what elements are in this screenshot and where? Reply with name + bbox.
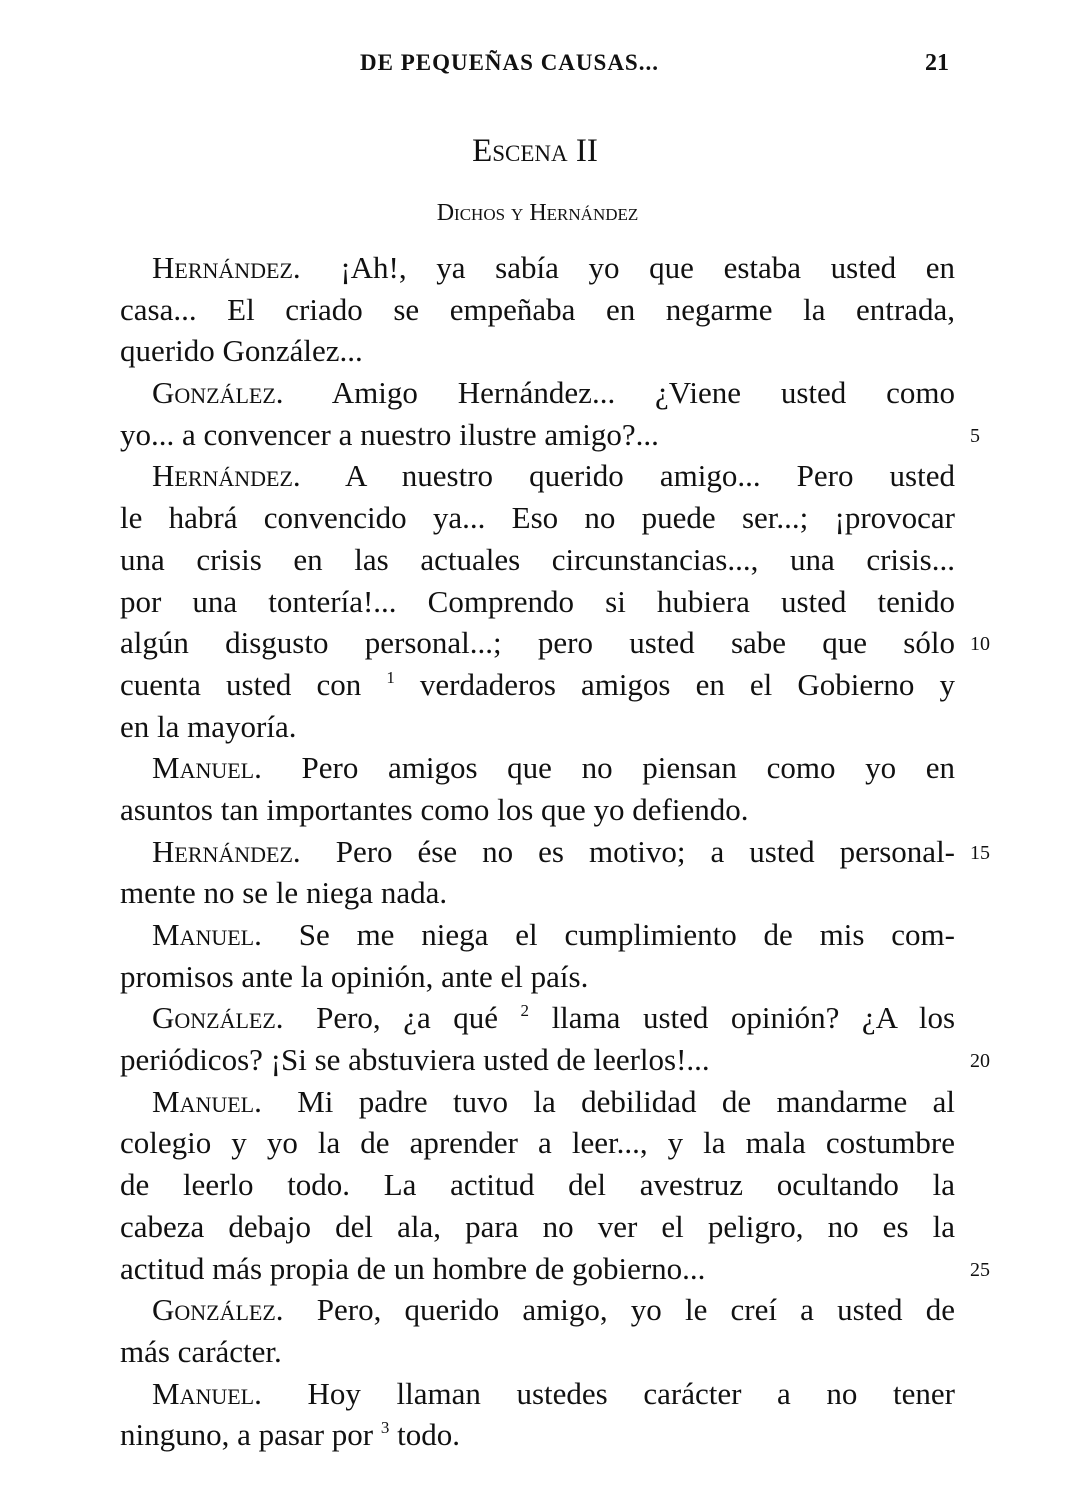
dialogue-body (120, 247, 990, 1456)
line-number: 10 (970, 633, 990, 656)
line-text: colegio y yo la de aprender a leer..., y la mala costumbre (120, 1125, 955, 1161)
line-text: Pero ése no es motivo; a usted personal- (335, 833, 956, 869)
line-text: más carácter. (120, 1333, 282, 1369)
speech-line-start (120, 1289, 955, 1331)
line-text: mente no se le niega nada. (120, 875, 448, 911)
line-text: Pero, querido amigo, yo le creí a usted de (316, 1292, 955, 1328)
line-text: ninguno, a pasar por (120, 1417, 374, 1453)
line-number: 20 (970, 1050, 990, 1073)
line-text-continued: llama usted opinión? ¿A los (551, 1000, 956, 1036)
scene-characters: Dichos y Hernández (436, 200, 639, 226)
speaker-name: Hernández. (152, 250, 301, 285)
text-line (120, 789, 955, 831)
line-text: querido González... (120, 333, 363, 369)
text-line (120, 1331, 955, 1373)
text-line (120, 872, 955, 914)
line-text: A nuestro querido amigo... Pero usted (345, 458, 955, 494)
line-text: Se me niega el cumplimiento de mis com- (298, 917, 955, 952)
text-line (120, 289, 955, 331)
line-text: una crisis en las actuales circunstancias..., una crisis... (120, 541, 955, 577)
text-line (120, 1122, 955, 1164)
footnote-marker: 3 (380, 1418, 390, 1438)
speech-line-start (120, 455, 955, 497)
speech-line-start (120, 247, 955, 289)
speaker-name: Hernández. (152, 833, 301, 869)
speech-line-start (120, 831, 990, 873)
running-title: DE PEQUEÑAS CAUSAS... (360, 50, 659, 75)
text-line (120, 956, 955, 998)
line-number: 5 (970, 424, 980, 447)
line-text: Pero amigos que no piensan como yo en (301, 750, 955, 786)
line-number: 25 (970, 1258, 990, 1281)
text-line (120, 330, 955, 372)
speech-line-start (120, 914, 955, 956)
text-line (120, 1164, 955, 1206)
speaker-name: Manuel. (152, 1375, 262, 1411)
line-text: periódicos? ¡Si se abstuviera usted de leerlos!... (120, 1042, 710, 1078)
speech-line-start (120, 372, 955, 414)
speech-line-start (120, 997, 955, 1039)
line-text: yo... a convencer a nuestro ilustre amigo?... (120, 416, 659, 452)
line-text: en la mayoría. (120, 708, 297, 744)
line-text: asuntos tan importantes como los que yo defiendo. (120, 791, 749, 827)
text-line (120, 706, 955, 748)
text-line (120, 497, 955, 539)
speaker-name: Manuel. (152, 917, 262, 952)
speaker-name: González. (152, 1000, 284, 1036)
line-text: cabeza debajo del ala, para no ver el peligro, no es la (120, 1208, 955, 1244)
line-text: algún disgusto personal...; pero usted sabe que sólo (120, 625, 955, 661)
line-text: ¡Ah!, ya sabía yo que estaba usted en (340, 250, 956, 285)
line-text: le habrá convencido ya... Eso no puede ser...; ¡provocar (120, 500, 955, 536)
line-text: promisos ante la opinión, ante el país. (120, 958, 589, 994)
line-number: 15 (970, 841, 990, 864)
line-text: por una tontería!... Comprendo si hubiera usted tenido (120, 583, 955, 619)
speaker-name: Manuel. (152, 1083, 262, 1119)
line-text: Mi padre tuvo la debilidad de mandarme al (297, 1083, 955, 1119)
footnote-marker: 1 (386, 667, 395, 687)
speech-line-start (120, 1081, 955, 1123)
speaker-name: González. (152, 375, 284, 411)
text-line (120, 622, 990, 664)
line-text-continued: verdaderos amigos en el Gobierno y (419, 666, 955, 702)
speech-line-start (120, 747, 955, 789)
text-line (120, 539, 955, 581)
text-line (120, 1248, 990, 1290)
line-text: cuenta usted con (120, 666, 362, 702)
speaker-name: González. (152, 1292, 284, 1328)
speaker-name: Hernández. (152, 458, 301, 494)
text-line (120, 664, 955, 706)
line-text: actitud más propia de un hombre de gobierno... (120, 1250, 706, 1286)
page-number: 21 (925, 50, 949, 76)
line-text: de leerlo todo. La actitud del avestruz ocultando la (120, 1167, 955, 1203)
text-line (120, 1206, 955, 1248)
text-line (120, 1039, 990, 1081)
line-text: Amigo Hernández... ¿Viene usted como (331, 375, 955, 411)
line-text-continued: todo. (397, 1417, 460, 1453)
speech-line-start (120, 1373, 955, 1415)
line-text: Pero, ¿a qué (316, 1000, 498, 1036)
text-line (120, 1414, 955, 1456)
text-line (120, 581, 955, 623)
speaker-name: Manuel. (152, 750, 262, 786)
footnote-marker: 2 (520, 1001, 530, 1021)
line-text: casa... El criado se empeñaba en negarme la entrada, (120, 291, 955, 327)
line-text: Hoy llaman ustedes carácter a no tener (307, 1375, 955, 1411)
scene-title: Escena II (472, 133, 598, 169)
text-line (120, 414, 980, 456)
